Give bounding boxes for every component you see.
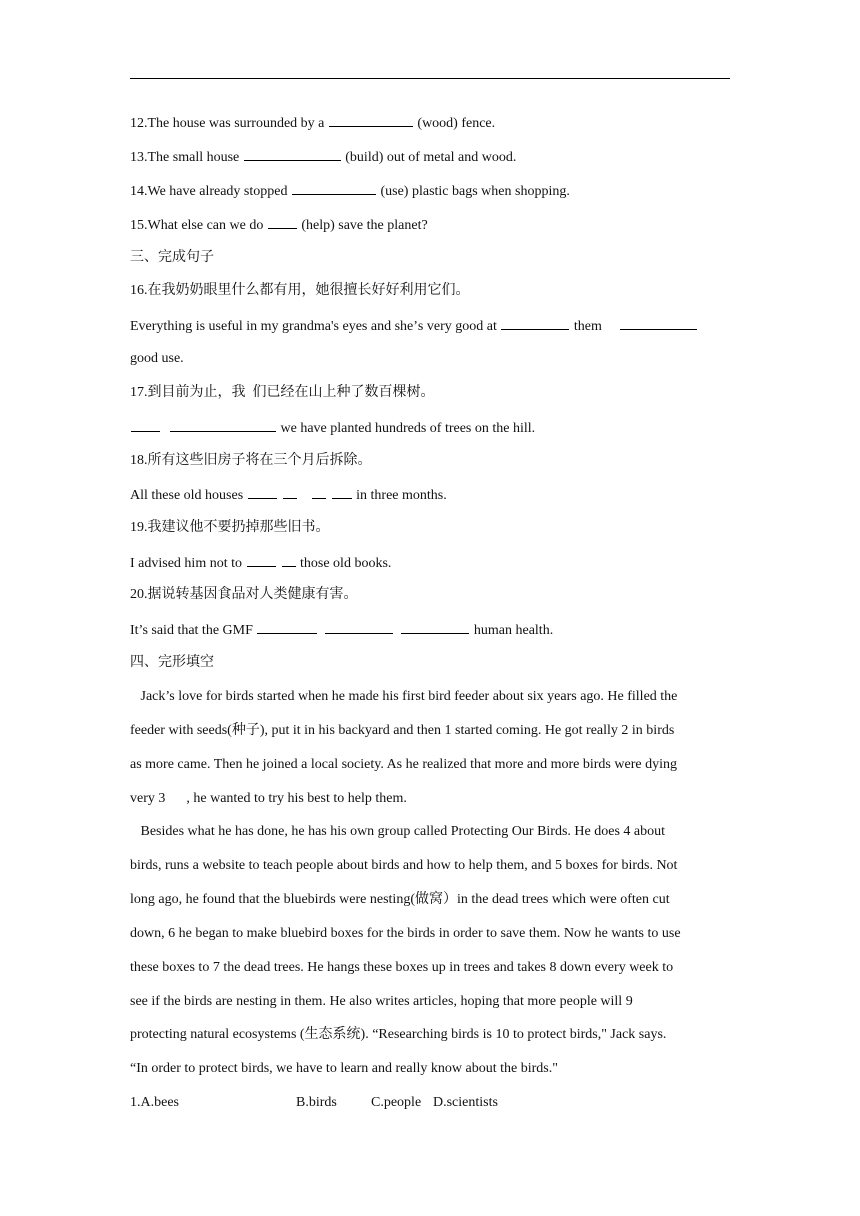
answer-blank[interactable] bbox=[620, 316, 697, 330]
question-19 bbox=[130, 553, 740, 573]
answer-blank[interactable] bbox=[257, 620, 317, 634]
answer-blank[interactable] bbox=[244, 147, 341, 161]
question-19-chinese: 19.我建议他不要扔掉那些旧书。 bbox=[130, 520, 330, 535]
passage-line: protecting natural ecosystems (生态系统). “Researching birds is 10 to protect birds," Jack says. bbox=[130, 1027, 667, 1042]
section-heading: 四、完形填空 bbox=[130, 655, 214, 670]
question-20-chinese: 20.据说转基因食品对人类健康有害。 bbox=[130, 587, 358, 602]
question-17-text: we have planted hundreds of trees on the hill. bbox=[277, 421, 536, 436]
question-16 bbox=[130, 316, 740, 336]
answer-blank[interactable] bbox=[329, 113, 413, 127]
question-20 bbox=[130, 620, 740, 640]
passage-line: as more came. Then he joined a local society. As he realized that more and more birds were dying bbox=[130, 757, 677, 772]
question-14 bbox=[130, 181, 740, 201]
section-heading: 三、完成句子 bbox=[130, 250, 214, 265]
question-18 bbox=[130, 485, 740, 505]
question-15 bbox=[130, 215, 740, 235]
passage-line: these boxes to 7 the dead trees. He hangs these boxes up in trees and takes 8 down every week to bbox=[130, 960, 674, 975]
answer-blank[interactable] bbox=[401, 620, 469, 634]
answer-blank[interactable] bbox=[292, 181, 376, 195]
question-15-text: 15.What else can we do bbox=[130, 218, 267, 233]
question-18-chinese: 18.所有这些旧房子将在三个月后拆除。 bbox=[130, 453, 372, 468]
passage-line: birds, runs a website to teach people about birds and how to help them, and 5 boxes for birds. Not bbox=[130, 858, 678, 873]
answer-blank[interactable] bbox=[131, 418, 160, 432]
question-16-text: Everything is useful in my grandma's eyes and sheʼs very good at bbox=[130, 319, 501, 334]
answer-blank[interactable] bbox=[282, 553, 296, 567]
question-14-hint: (use) plastic bags when shopping. bbox=[376, 184, 570, 199]
question-16-end: good use. bbox=[130, 351, 184, 366]
passage-line: very 3 , he wanted to try his best to help them. bbox=[130, 791, 407, 806]
answer-blank[interactable] bbox=[332, 485, 352, 499]
question-17 bbox=[130, 418, 740, 438]
question-13-text: 13.The small house bbox=[130, 150, 243, 165]
answer-blank[interactable] bbox=[247, 553, 276, 567]
answer-blank[interactable] bbox=[325, 620, 393, 634]
option-c[interactable]: C.people bbox=[371, 1095, 422, 1110]
answer-blank[interactable] bbox=[248, 485, 277, 499]
question-15-hint: (help) save the planet? bbox=[297, 218, 428, 233]
option-a[interactable]: 1.A.bees bbox=[130, 1095, 179, 1110]
question-19-text: I advised him not to bbox=[130, 556, 246, 571]
answer-blank[interactable] bbox=[312, 485, 326, 499]
passage-line: Jack’s love for birds started when he made his first bird feeder about six years ago. He filled the bbox=[130, 689, 678, 704]
passage-line: see if the birds are nesting in them. He also writes articles, hoping that more people will 9 bbox=[130, 994, 633, 1009]
question-16-chinese: 16.在我奶奶眼里什么都有用，她很擅长好好利用它们。 bbox=[130, 283, 470, 298]
question-18-end: in three months. bbox=[352, 488, 447, 503]
passage-line: down, 6 he began to make bluebird boxes for the birds in order to save them. Now he wants to use bbox=[130, 926, 681, 941]
header-rule bbox=[130, 78, 730, 79]
question-14-text: 14.We have already stopped bbox=[130, 184, 291, 199]
question-13 bbox=[130, 147, 740, 167]
question-20-end: human health. bbox=[470, 623, 554, 638]
option-d[interactable]: D.scientists bbox=[433, 1095, 498, 1110]
question-12-text: 12.The house was surrounded by a bbox=[130, 116, 328, 131]
question-12-hint: (wood) fence. bbox=[413, 116, 496, 131]
option-b[interactable]: B.birds bbox=[296, 1095, 337, 1110]
answer-blank[interactable] bbox=[170, 418, 276, 432]
question-18-text: All these old houses bbox=[130, 488, 247, 503]
answer-blank[interactable] bbox=[283, 485, 297, 499]
question-17-chinese: 17.到目前为止，我 们已经在山上种了数百棵树。 bbox=[130, 385, 435, 400]
passage-line: feeder with seeds(种子), put it in his backyard and then 1 started coming. He got really 2 in birds bbox=[130, 723, 675, 738]
passage-line: Besides what he has done, he has his own group called Protecting Our Birds. He does 4 about bbox=[130, 824, 666, 839]
question-1-options bbox=[130, 1094, 740, 1112]
answer-blank[interactable] bbox=[501, 316, 569, 330]
passage-line: long ago, he found that the bluebirds were nesting(做窝）in the dead trees which were often cut bbox=[130, 892, 670, 907]
answer-blank[interactable] bbox=[268, 215, 297, 229]
question-16-mid: them bbox=[570, 319, 606, 334]
question-20-text: It’s said that the GMF bbox=[130, 623, 257, 638]
question-13-hint: (build) out of metal and wood. bbox=[341, 150, 517, 165]
passage-line: “In order to protect birds, we have to learn and really know about the birds." bbox=[130, 1061, 558, 1076]
question-12 bbox=[130, 113, 740, 133]
question-19-end: those old books. bbox=[296, 556, 392, 571]
